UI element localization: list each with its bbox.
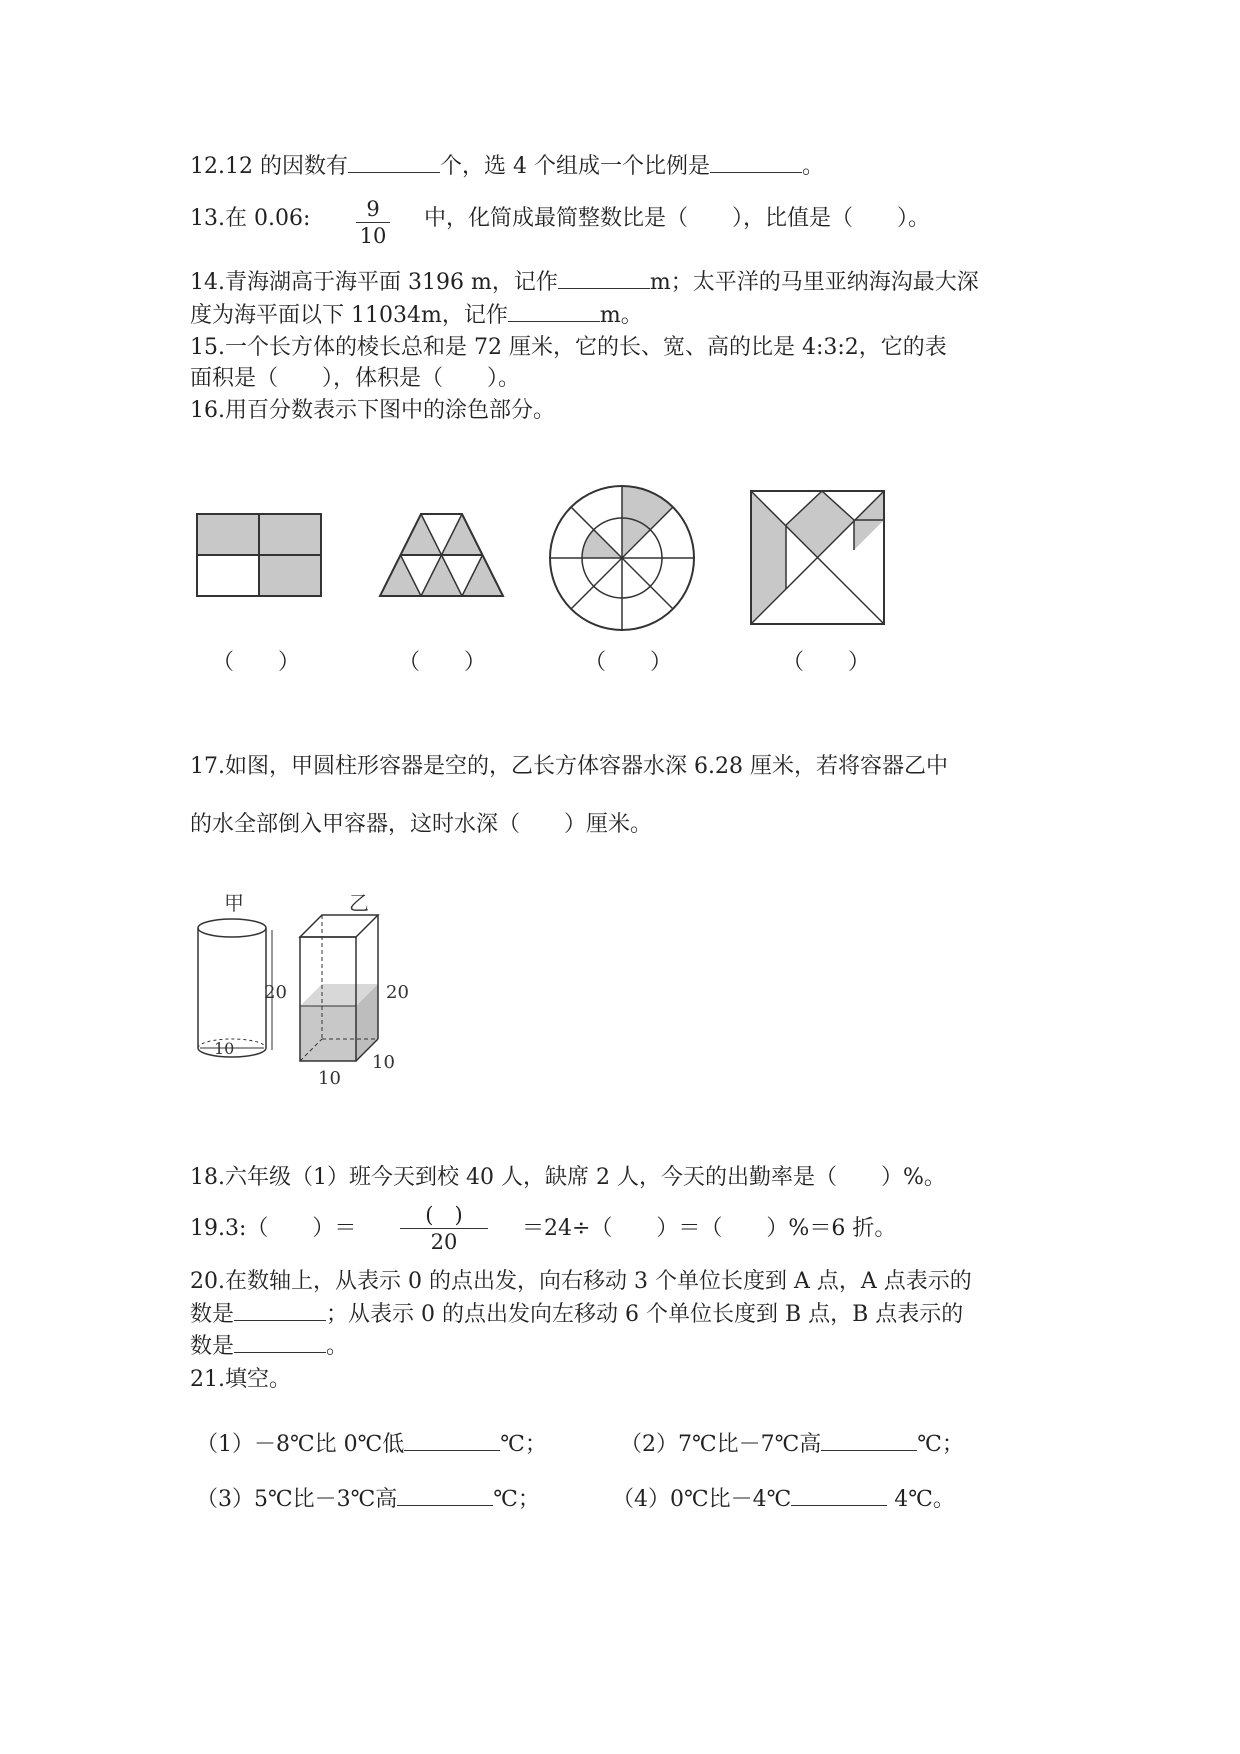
question-13-rest: 中，化简成最简整数比是（ ），比值是（ ）。 bbox=[424, 206, 931, 231]
question-20-line3: 数是 。 bbox=[190, 1334, 349, 1359]
question-17-line1: 17.如图，甲圆柱形容器是空的，乙长方体容器水深 6.28 厘米，若将容器乙中 bbox=[190, 754, 948, 779]
label-yi-depth: 10 bbox=[372, 1052, 395, 1073]
question-13-lead: 13.在 0.06: bbox=[190, 206, 311, 231]
figure-trapezoid bbox=[374, 513, 506, 597]
answer-blank[interactable] bbox=[404, 1430, 500, 1451]
question-21-part-3: （3）5℃比－3℃高 ℃； bbox=[196, 1487, 540, 1512]
figure-circle bbox=[548, 484, 696, 632]
answer-figure-2[interactable]: （ ） bbox=[398, 650, 487, 675]
question-21-part-2: （2）7℃比－7℃高 ℃； bbox=[620, 1432, 964, 1457]
question-12: 12.12 的因数有 个，选 4 个组成一个比例是 。 bbox=[190, 154, 824, 179]
question-15-line2: 面积是（ ），体积是（ ）。 bbox=[190, 366, 521, 391]
label-yi-height: 20 bbox=[386, 982, 409, 1003]
figure-tangram bbox=[750, 490, 886, 626]
question-19-rest: ＝24÷（ ）＝（ ）%＝6 折。 bbox=[522, 1216, 897, 1241]
question-16: 16.用百分数表示下图中的涂色部分。 bbox=[190, 398, 555, 423]
question-17-line2: 的水全部倒入甲容器，这时水深（ ）厘米。 bbox=[190, 812, 653, 837]
answer-blank[interactable] bbox=[348, 152, 440, 173]
question-21-part-1: （1）－8℃比 0℃低 ℃； bbox=[196, 1432, 547, 1457]
answer-blank[interactable] bbox=[234, 1332, 326, 1353]
question-14-line2: 度为海平面以下 11034m，记作 m。 bbox=[190, 303, 643, 328]
answer-figure-4[interactable]: （ ） bbox=[782, 650, 871, 675]
answer-blank[interactable] bbox=[821, 1430, 917, 1451]
answer-blank[interactable] bbox=[508, 301, 600, 322]
answer-blank[interactable] bbox=[234, 1300, 326, 1321]
question-20-line1: 20.在数轴上，从表示 0 的点出发，向右移动 3 个单位长度到 A 点，A 点表示的 bbox=[190, 1269, 972, 1294]
question-15-line1: 15.一个长方体的棱长总和是 72 厘米，它的长、宽、高的比是 4:3:2，它的表 bbox=[190, 335, 947, 360]
figure-rectangle bbox=[196, 513, 322, 597]
answer-figure-3[interactable]: （ ） bbox=[584, 650, 673, 675]
question-19-lead: 19.3:（ ）＝ bbox=[190, 1216, 357, 1241]
fraction-blank-20: ( ) 20 bbox=[400, 1202, 488, 1255]
answer-blank[interactable] bbox=[791, 1485, 887, 1506]
label-jia: 甲 bbox=[224, 891, 244, 915]
question-14-line1: 14.青海湖高于海平面 3196 m，记作 m；太平洋的马里亚纳海沟最大深 bbox=[190, 270, 979, 295]
label-yi: 乙 bbox=[349, 891, 369, 915]
question-18: 18.六年级（1）班今天到校 40 人，缺席 2 人，今天的出勤率是（ ）%。 bbox=[190, 1165, 946, 1190]
question-21-part-4: （4）0℃比－4℃ 4℃。 bbox=[612, 1487, 955, 1512]
fraction-9-10: $\frac{9}{10}$ bbox=[356, 196, 390, 249]
question-20-line2: 数是 ；从表示 0 的点出发向左移动 6 个单位长度到 B 点，B 点表示的 bbox=[190, 1302, 964, 1327]
label-jia-height: 20 bbox=[264, 982, 287, 1003]
answer-figure-1[interactable]: （ ） bbox=[212, 650, 301, 675]
label-yi-width: 10 bbox=[318, 1068, 341, 1089]
label-jia-diameter: 10 bbox=[214, 1039, 235, 1058]
figure-containers bbox=[190, 890, 440, 1090]
answer-blank[interactable] bbox=[558, 268, 650, 289]
answer-blank[interactable] bbox=[397, 1485, 493, 1506]
answer-blank[interactable] bbox=[710, 152, 802, 173]
question-21: 21.填空。 bbox=[190, 1367, 291, 1392]
